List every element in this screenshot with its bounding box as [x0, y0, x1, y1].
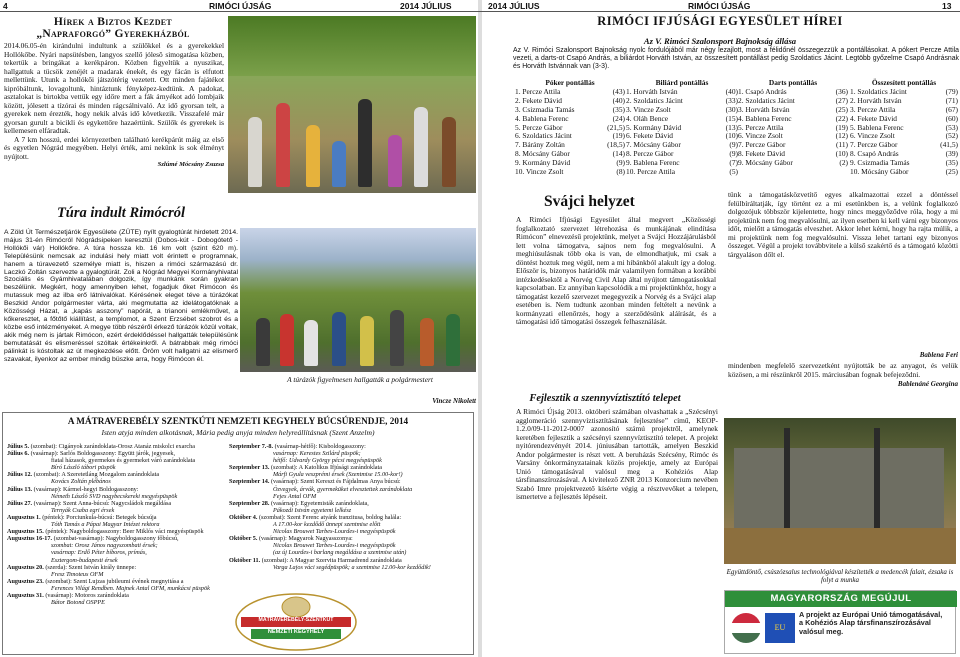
kezdet-title — [4, 16, 222, 40]
result-name: 4. Bablena Ferenc — [738, 113, 792, 123]
result-name: 3. Csizmadia Tamás — [515, 104, 575, 114]
schedule-line — [229, 557, 473, 564]
person — [306, 125, 320, 187]
result-name: 9. Bablena Ferenc — [626, 158, 680, 168]
schedule-line: vasárnap: Erdő Péter bíboros, prímás, — [51, 549, 147, 557]
result-name: 3. Vincze Zsolt — [626, 104, 671, 114]
banner-line: valósul meg. — [799, 626, 844, 636]
right-header — [480, 0, 960, 12]
schedule-date: Október 5. — [229, 535, 258, 543]
result-score: (11) — [835, 140, 848, 150]
right-paper-name: RIMÓCI ÚJSÁG — [688, 1, 751, 11]
schedule-line — [7, 471, 229, 478]
person — [332, 312, 346, 366]
person — [446, 314, 460, 366]
result-score: (7) — [729, 158, 738, 168]
schedule-line: Esztergom-budapesti érsek — [51, 556, 118, 564]
concrete-wall — [734, 448, 944, 528]
schedule-line — [229, 535, 473, 542]
schedule-line — [7, 500, 229, 507]
result-score: (40) — [612, 95, 625, 105]
left-issue-date: 2014 JÚLIUS — [400, 1, 452, 11]
result-name: 10. Vincze Zsolt — [515, 167, 564, 177]
result-score: (5) — [729, 167, 738, 177]
result-name: 2. Szoldatics Jácint — [738, 95, 795, 105]
schedule-text: (szombat): Cigányok zarándoklata-Orosz Atanáz miskolci exarcha — [29, 443, 195, 450]
tura-title: Túra indult Rimócról — [56, 205, 186, 221]
result-score: (8) — [616, 167, 625, 177]
tura-author: Vincze Nikolett — [432, 397, 476, 405]
result-score: (27) — [835, 95, 848, 105]
schedule-line — [7, 514, 229, 521]
darts-header: Darts pontállás — [768, 78, 818, 87]
result-name: 1. Szoldatics Jácint — [850, 86, 907, 96]
schedule-date: Szeptember 28. — [229, 499, 270, 507]
result-name: 2. Szoldatics Jácint — [626, 95, 683, 105]
result-name: 1. Horváth István — [626, 86, 678, 96]
schedule-line — [7, 457, 229, 464]
schedule-date: Október 4. — [229, 513, 258, 521]
construction-caption: Együttdöntő, csúszózsalus technológiával készítették a medencék falait, ézsaka is folyt a munka — [726, 568, 954, 584]
hikers-photo — [240, 228, 476, 372]
result-score: (2) — [839, 158, 848, 168]
schedule-line: hétfő: Udvardy György pécsi megyéspüspök — [273, 457, 382, 465]
result-name: 5. Percze Gábor — [515, 122, 563, 132]
schedule-date: Augusztus 16-17. — [7, 535, 53, 543]
result-score: (35) — [612, 104, 625, 114]
result-name: 5. Bablena Ferenc — [850, 122, 904, 132]
svajc-mid-tail: mindenben megfelelő szervezetként nyújtották be az anyagot, és velük közösen, a mi részünkről 2015. márciusában fognak befejeződni. — [728, 361, 958, 379]
result-score: (9) — [729, 140, 738, 150]
result-name: 6. Szoldatics Jácint — [515, 131, 572, 141]
person — [256, 318, 270, 366]
badge-bottom-text: NEMZETI KEGYHELY — [267, 629, 325, 635]
right-issue-date: 2014 JÚLIUS — [488, 1, 540, 11]
result-score: (22) — [835, 113, 848, 123]
result-row — [626, 168, 738, 177]
kezdet-body — [4, 42, 224, 170]
result-name: 7. Percze Gábor — [738, 140, 786, 150]
result-name: 6. Vincze Zsolt — [850, 131, 895, 141]
poker-header: Póker pontállás — [545, 78, 595, 87]
badge-top-text: MÁTRAVEREBÉLY-SZENTKÚT — [258, 617, 334, 623]
result-name: 8. Mócsány Gábor — [515, 149, 570, 159]
result-score: (40) — [725, 86, 738, 96]
schedule-line: (az új Lourdes-i barlang megáldása a szentmise után) — [273, 549, 407, 557]
svajc-body-right: tünk a támogatásközvetítő egyes alkalmazottai ezzel a döntéssel felülbíráltatják, így történt ez a mi esetünkben is, a velünk foglalkozó dolgozójuk többször kijelentette, hogy nincs meggyőződve róla, hogy a mi projektünk nem fog megvalósulni, az ilyen esetben ki kell várni egy bizonyos időt, mielőtt a támogatás elveszhet. Akkor lehet kérni, hogy ha rajta múlik, a mi projektünk nem fog megvalósulni. Vissza lehet tartani egy bizonyos összeget. Végül a projekt továbbvitele a külső szakértő és a támogató közötti tárgyaláson dőlt el. — [728, 190, 958, 259]
schedule-line: Varga Lajos váci segédpüspök; a szentmise 12.00-kor kezdődik! — [273, 563, 431, 571]
result-score: (36) — [835, 86, 848, 96]
schedule-line: Pákozdi István egyetemi lelkész — [273, 506, 352, 514]
schedule-line: szombat: Orosz János nagyszombati érsek; — [51, 542, 158, 550]
person — [414, 107, 428, 187]
result-score: (25) — [945, 167, 958, 177]
construction-photo — [724, 418, 956, 564]
result-name: 9. Csizmadia Tamás — [850, 158, 910, 168]
billiard-table — [626, 79, 738, 177]
schedule-line: Nicolas Brouwet Tarbes-Lourdes-i megyéspüspök — [273, 528, 396, 536]
schedule-date: Július 27. — [7, 499, 33, 507]
schedule-line — [7, 592, 229, 599]
result-score: (52) — [945, 131, 958, 141]
schedule-text: (péntek): Porciunkula-búcsú: Betegek búcsúja — [40, 513, 157, 521]
schedule-line: Bátor Botond OSPPE — [51, 599, 105, 607]
kezdet-paragraph: 2014.06.05-én kirándulni indultunk a szülőkkel és a gyerekekkel Hollókőbe. Nyári napsütésben, langyos szellő jólesõ simogatása közben, tekertük a bringákat a kerékpáron. Közben figyeltük a nyuszikat, hallgattuk a tücsök zenéjét a madarak énekét, és egy fácán is elfutott mellettünk. Utunk a hollókői játszótérig vezetett. Ott minden fajátékot kipróbáltunk, lovagoltunk, hintáztunk fényképez-kedtünk. A padokat, asztalokat is birtokba vettük egy időre mert a fák árnyékot adó lombjaik között, jólesett a tízórai és minden rágcsálnivaló. Az idő gyorsan telt, a gyerekek nem érezték, hogy nekik alvás idő következik. Visszafelé már gyorsan gurult a bicikli és egykettőre hazaértünk. Szülők és gyerekek is kellemesen elfáradtak. — [4, 41, 224, 135]
schedule-line — [229, 500, 473, 507]
result-score: (9) — [729, 149, 738, 159]
result-score: (53) — [945, 122, 958, 132]
result-name: 9. Kormány Dávid — [515, 158, 571, 168]
kids-photo — [228, 16, 476, 193]
schedule-date: Szeptember 14. — [229, 478, 270, 486]
fej-body: A Rimóci Újság 2013. októberi számában olvashattak a „Szécsényi agglomeráció szennyvíztisztításának fejlesztése” című, KEOP-1.2.0/09-11-2012-0007 azonosító számú projektről, amelynek keretében fejlesztik a szécsényi szennyvíztisztító telepet. A projekt nyitórendezvényét 2014. júniusában tartották, amelyen Beszkid Andor polgármester is részt vett. A beruházás Szécsény, Rimóc és Varsány önkormányzatainak közös projektje, amely az Európai Unió támogatásával valósul meg a Kohéziós Alap társfinanszírozásával. A kivitelező ZNR 2013 Konzorcium nevében Szabó Imre projektvezető kísérte végig a résztvevőket a telepen, ismertetve a fejlesztés lépéseit. — [516, 407, 718, 501]
result-score: (39) — [945, 149, 958, 159]
ground — [724, 528, 956, 564]
result-name: 2. Horváth István — [850, 95, 902, 105]
result-name: 4. Bablena Ferenc — [515, 113, 569, 123]
result-score: (33) — [725, 95, 738, 105]
result-name: 7. Percze Gábor — [850, 140, 898, 150]
darts-table — [738, 79, 848, 168]
result-name: 8. Fekete Dávid — [738, 149, 785, 159]
schedule-text: (vasárnap-hétfő): Kisboldogasszony: — [273, 443, 366, 450]
schedule-text: (szombat): A Szeretetláng Mozgalom zarándoklata — [32, 471, 160, 479]
result-name: 7. Mócsány Gábor — [626, 140, 681, 150]
pilgrimage-title: A MÁTRAVEREBÉLY SZENTKÚTI NEMZETI KEGYHELY BÚCSÚRENDJE, 2014 — [67, 416, 409, 426]
section-title: RIMÓCI IFJÚSÁGI EGYESÜLET HÍREI — [597, 14, 843, 28]
person — [390, 310, 404, 366]
scaffold — [874, 428, 880, 538]
result-name: 7. Bárány Zoltán — [515, 140, 565, 150]
person — [358, 99, 372, 187]
person — [248, 117, 262, 187]
pilgrimage-schedule-col1 — [7, 443, 229, 606]
schedule-line: Ferences Világi Rendben. Majnek Antal OFM, munkácsi püspök — [51, 584, 210, 592]
schedule-line — [7, 564, 229, 571]
result-score: (60) — [945, 113, 958, 123]
pilgrimage-box — [2, 412, 474, 655]
schedule-text: (vasárnap): Egyetemisták zarándoklata, — [269, 499, 369, 507]
result-score: (15) — [725, 113, 738, 123]
schedule-text: (vasárnap): Szent Anna-búcsú: Nagycsládok megáldása — [32, 499, 172, 507]
result-name: 6. Fekete Dávid — [626, 131, 673, 141]
child — [332, 141, 346, 187]
schedule-line — [7, 486, 229, 493]
schedule-line: Tóth Tamás a Pápai Magyar Intézet rektora — [51, 521, 160, 529]
right-page-number: 13 — [942, 1, 952, 11]
result-name: 5. Percze Attila — [738, 122, 784, 132]
schedule-line: Kovács Zoltán plébános — [51, 478, 111, 486]
left-page-number: 4 — [3, 1, 8, 11]
person — [280, 314, 294, 366]
result-name: 6. Vincze Zsolt — [738, 131, 783, 141]
schedule-line: A 17.00-kor kezdődő ünnepi szentmise előtt — [273, 521, 381, 529]
left-header — [0, 0, 480, 12]
result-score: (71) — [945, 95, 958, 105]
schedule-text: fiatal házasok, gyermekes és gyermeket váró zarándoklata — [51, 457, 196, 465]
person — [442, 117, 456, 187]
result-name: 8. Percze Gábor — [626, 149, 674, 159]
svajc-author: Bablena Feri — [919, 351, 958, 359]
child — [388, 135, 402, 187]
poker-table — [515, 79, 625, 177]
result-name: 1. Percze Attila — [515, 86, 561, 96]
schedule-text: (vasárnap): Kármel-hegyi Boldogasszony: — [32, 485, 139, 493]
schedule-text: (szombat): Szent Ferenc atyánk tranzitusa, boldog halála: — [257, 513, 402, 521]
schedule-text: (szombat): A Magyar Szervita Harmadrend zarándoklata — [260, 556, 402, 564]
result-score: (18,5) — [607, 140, 625, 150]
billiard-header: Biliárd pontállás — [655, 78, 709, 87]
banner-line: A projekt az Európai Unió támogatásával, — [799, 610, 943, 619]
banner-text — [799, 611, 953, 636]
result-score: (10) — [835, 149, 848, 159]
schedule-text: (szerda): Szent István király ünnepe: — [43, 563, 137, 571]
kezdet-title-line2: „Napraforgó” Gyerekházból — [36, 28, 190, 40]
result-score: (79) — [945, 86, 958, 96]
result-score: (10) — [725, 131, 738, 141]
schedule-line: Fejes Antal OFM — [273, 492, 317, 500]
schedule-line — [229, 514, 473, 521]
schedule-date: Augusztus 15. — [7, 528, 44, 536]
person — [276, 103, 290, 187]
result-name: 10. Percze Attila — [626, 167, 676, 177]
result-score: (25) — [835, 104, 848, 114]
result-score: (41,5) — [940, 140, 958, 150]
schedule-date: Július 6. — [7, 450, 30, 458]
result-score: (9) — [616, 158, 625, 168]
result-score: (24) — [612, 113, 625, 123]
schedule-text: (vasárnap): Magyarok Nagyasszonya: — [257, 535, 353, 543]
schedule-line — [7, 535, 229, 542]
scaffold — [784, 428, 790, 538]
schedule-line — [7, 528, 229, 535]
result-score: (21,5) — [607, 122, 625, 132]
schedule-line: vasárnap: Kerestes Szilárd püspök; — [273, 450, 361, 458]
schedule-line: Márfi Gyula veszprémi érsek (Szentmise 15.00-kor!) — [273, 471, 403, 479]
schedule-line: Fresz Timoteus OFM — [51, 570, 104, 578]
total-header: Összesített pontállás — [871, 78, 937, 87]
result-name: 8. Csapó András — [850, 149, 899, 159]
result-name: 4. Fekete Dávid — [850, 113, 897, 123]
schedule-line: Ternyák Csaba egri érsek — [51, 506, 115, 514]
schedule-text: (vasárnap): Motoros zarándoklata — [43, 591, 129, 599]
result-row — [515, 168, 625, 177]
hungary-flag-icon — [731, 613, 761, 643]
right-page — [480, 0, 960, 657]
result-name: 1. Csapó András — [738, 86, 787, 96]
svajc-author2: Bablenáné Georgina — [897, 380, 958, 388]
schedule-line — [7, 443, 229, 450]
schedule-line: Özvegyek, árvák, gyermeküket elvesztettek zarándoklata — [273, 485, 413, 493]
person — [360, 316, 374, 366]
schedule-line — [7, 450, 229, 457]
schedule-date: Szeptember 7.-8. — [229, 443, 274, 450]
result-name: 9. Mócsány Gábor — [738, 158, 793, 168]
result-name: 4. Oláh Bence — [626, 113, 669, 123]
kezdet-paragraph: A 7 km hosszú, erdei környezetben található kerékpárút máig az első és egyetlen Nógrád megyében. Helyi érték, ami nekünk is sok élményt nyújtott. — [4, 134, 224, 161]
result-score: (19) — [835, 122, 848, 132]
eu-flag-icon: EU — [765, 613, 795, 643]
result-name: 3. Percze Attila — [850, 104, 896, 114]
trees — [228, 16, 476, 76]
schedule-date: Október 11. — [229, 556, 261, 564]
result-name: 3. Horváth István — [738, 104, 790, 114]
tura-body: A Zöld Út Természetjárók Egyesülete (ZÜTE) nyílt gyalogtúrát hirdetett 2014. május 31-én Rimócról Nógrádsipeken keresztül (Dobos-kút - Dobogótető - Hollókői vár) Hollókőre. A túra hossza kb. 16 km volt (szint 620 m). Településünk nemcsak az indulási hely miatt volt érintett e programnak, hanem a túravezető személye miatt is, hiszen a rimóci származású dr. Laczkó Zoltán szervezte a gyalogtúrát. Zoli a Nógrád Megyei Kormányhivatal Szociális és Gyámhivatalában dolgozik, így munkánk során gyakran beszélünk. Megkért, hogy amennyiben lehet, fogadjuk őket Rimócon és mutassuk meg az ilba erő látnivalókat. Kérésének eleget téve a túrázókat Beszkid Andor polgármester várta, aki megmutatta az idelátogatóknak a Közösségi Házat, a „kapás asszony” napórát, a trianoni emlékművet, a kőkeresztet, a főtőtő kiállítást, a templomot, a Szent Erzsébet szobrot és a közbe eső intézményeket. A megye több részéről érkező túrázók közül voltak, akik még nem is jártak Rimócon, ezért érdeklődéssel hallgatták településünk bemutatását és elismeréssel szóltak értékeinkről. A bátrabbak még rimóci pálinkát is kóstoltak az út megkezdése előtt. Öröm volt hallgatni az elismerő szavakat, ilyenkor az ember mindig büszke arra, hogy Rimócon él. — [4, 229, 238, 363]
total-table — [850, 79, 958, 177]
result-score: (30) — [725, 104, 738, 114]
schedule-text: (szombat): Szent Lujzas jubileumi évének megnyitása a — [43, 577, 184, 585]
schedule-date: Szeptember 13. — [229, 464, 270, 472]
tura-photo-caption: A túrázók figyelmesen hallgatták a polgármestert — [287, 375, 433, 384]
pilgrimage-subtitle: Isten atyja minden alkotásnak, Mária pedig anyja minden helyreállításnak (Szent Anzelm) — [101, 428, 375, 437]
svajc-title: Svájci helyzet — [544, 193, 635, 210]
fej-title: Fejlesztik a szennyvíztisztító telepet — [529, 393, 681, 404]
result-row — [850, 168, 958, 177]
sport-subtitle: Az V. Rimóci Szalonsport Bajnokság állása — [643, 36, 797, 46]
schedule-line: Németh László SVD nagybecskereki megyéspüspök — [51, 492, 178, 500]
kezdet-author: Szlúmé Mócsány Zsuzsa — [157, 161, 224, 168]
schedule-text: (péntek): Nagyboldogasszony: Beer Miklós váci megyéspüspök — [43, 528, 204, 536]
result-name: 10. Mócsány Gábor — [850, 167, 909, 177]
schedule-date: Augusztus 1. — [7, 513, 41, 521]
result-name: 5. Kormány Dávid — [626, 122, 682, 132]
schedule-date: Július 12. — [7, 471, 33, 479]
schedule-date: Július 5. — [7, 443, 30, 450]
result-score: (13) — [725, 122, 738, 132]
schedule-line — [229, 443, 473, 450]
result-name: 2. Fekete Dávid — [515, 95, 562, 105]
result-score: (43) — [612, 86, 625, 96]
schedule-line — [229, 478, 473, 485]
banner-title: MAGYARORSZÁG MEGÚJUL — [725, 591, 957, 607]
person — [420, 318, 434, 366]
banner-line: a Kohéziós Alap társfinanszírozásával — [799, 618, 931, 628]
schedule-text: (vasárnap): Szent Kereszt és Fájdalmas Anya búcsú: — [269, 478, 401, 486]
result-score: (14) — [612, 149, 625, 159]
schedule-line: Nicolas Brouwet Tarbes-Lourdes-i megyéspüspök — [273, 542, 396, 550]
result-score: (35) — [945, 158, 958, 168]
pilgrimage-schedule-col2 — [229, 443, 473, 571]
schedule-line: Bíró László tábori püspök — [51, 464, 116, 472]
result-score: (67) — [945, 104, 958, 114]
schedule-date: Július 13. — [7, 485, 33, 493]
svajc-body: A Rimóci Ifjúsági Egyesület által megvert „Közösségi foglalkoztató szervezet létrehozása és munkájának elindítása Rimócon” elnevezésű projektünk, melyet a Svájci Hozzájárulásból lett volna támogatva, sajnos nem fog megvalósulni. A meghiúsulásnak több oka is van, de elmondhatjuk, mi csak a döntést hoztuk meg végül, nem a mi hibánkból alakult így a dolog. Először is, bizonyos határidők már valamilyen formában a korábbi intézkedésektől a Norvég Civil Alap által nyújtott támogatásokkal kapcsolatban. Ez annyiban kapcsolódik a mi projektünkhöz, hogy a támogatást kezelő szervezet megegyezik a Norvég és a Svájci alap esetében is. Nem tudtunk azonban minden feltételt a nevünk a kormányzati ellenőrzés, hogy a szerződésünk aláírását, és a támogatási idő támogatási összegek felhasználását. — [516, 215, 716, 326]
schedule-line — [229, 464, 473, 471]
schedule-text: (vasárnap): Sarlós Boldogasszony: Együtt járók, jegyesek, — [29, 450, 176, 458]
schedule-text: (szombat): A Katolikus Ifjúsági zarándoklata — [269, 464, 382, 472]
result-row — [738, 159, 848, 168]
schedule-date: Augusztus 23. — [7, 577, 44, 585]
kezdet-title-line1: Hírek a Biztos Kezdet — [53, 16, 173, 28]
person — [304, 320, 318, 366]
eu-banner — [724, 590, 956, 654]
left-paper-name: RIMÓCI ÚJSÁG — [209, 1, 272, 11]
result-score: (19) — [612, 131, 625, 141]
result-score: (12) — [835, 131, 848, 141]
schedule-date: Augusztus 31. — [7, 591, 44, 599]
schedule-date: Augusztus 20. — [7, 563, 44, 571]
schedule-line — [7, 578, 229, 585]
sport-intro: Az V. Rimóci Szalonsport Bajnokság nyolc fordulójából már négy lezajlott, most a félidőnél összegezzük a pontállásokat. A pókert Percze Attila vezeti, a darts-ot Csapó András, a biliárdot Horváth István, az összesített pontállást pedig Szoldatics Jácint. Legtöbb győzelme Csapó Andrásnak és Horváth Istvánnak van (3-3). — [513, 47, 959, 71]
schedule-text: (szombat-vasárnap): Nagyboldogasszony főbúcsú, — [52, 535, 179, 543]
